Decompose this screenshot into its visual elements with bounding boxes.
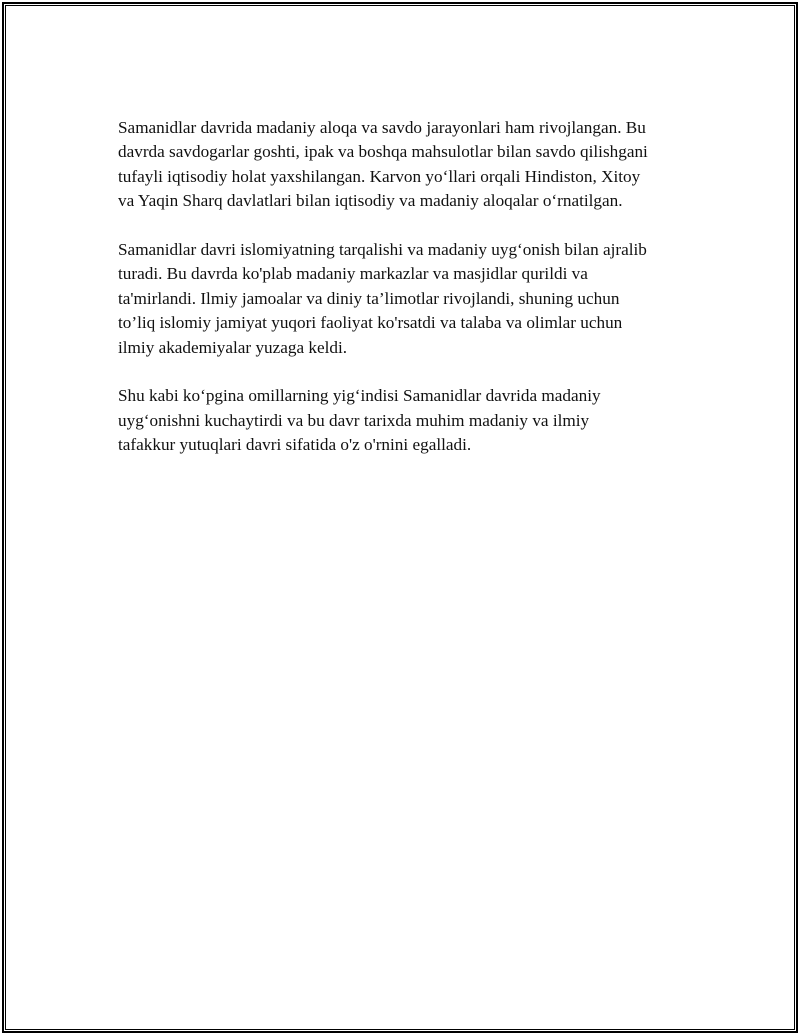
document-body <box>118 116 698 458</box>
paragraph-cultural-revival: Samanidlar davri islomiyatning tarqalishi va madaniy uyg‘onish bilan ajralib turadi. Bu davrda ko'plab madaniy markazlar va masjidlar qurildi va ta'mirlandi. Ilmiy jamoalar va diniy ta’limotlar rivojlandi, shuning uchun to’liq islomiy jamiyat yuqori faoliyat ko'rsatdi va talaba va olimlar uchun ilmiy akademiyalar yuzaga keldi. <box>118 240 647 357</box>
paragraph-trade-relations: Samanidlar davrida madaniy aloqa va savdo jarayonlari ham rivojlangan. Bu davrda savdogarlar goshti, ipak va boshqa mahsulotlar bilan savdo qilishgani tufayli iqtisodiy holat yaxshilangan. Karvon yo‘llari orqali Hindiston, Xitoy va Yaqin Sharq davlatlari bilan iqtisodiy va madaniy aloqalar o‘rnatilgan. <box>118 118 648 211</box>
paragraph-conclusion: Shu kabi ko‘pgina omillarning yig‘indisi Samanidlar davrida madaniy uyg‘onishni kuchaytirdi va bu davr tarixda muhim madaniy va ilmiy tafakkur yutuqlari davri sifatida o'z o'rnini egalladi. <box>118 386 601 455</box>
